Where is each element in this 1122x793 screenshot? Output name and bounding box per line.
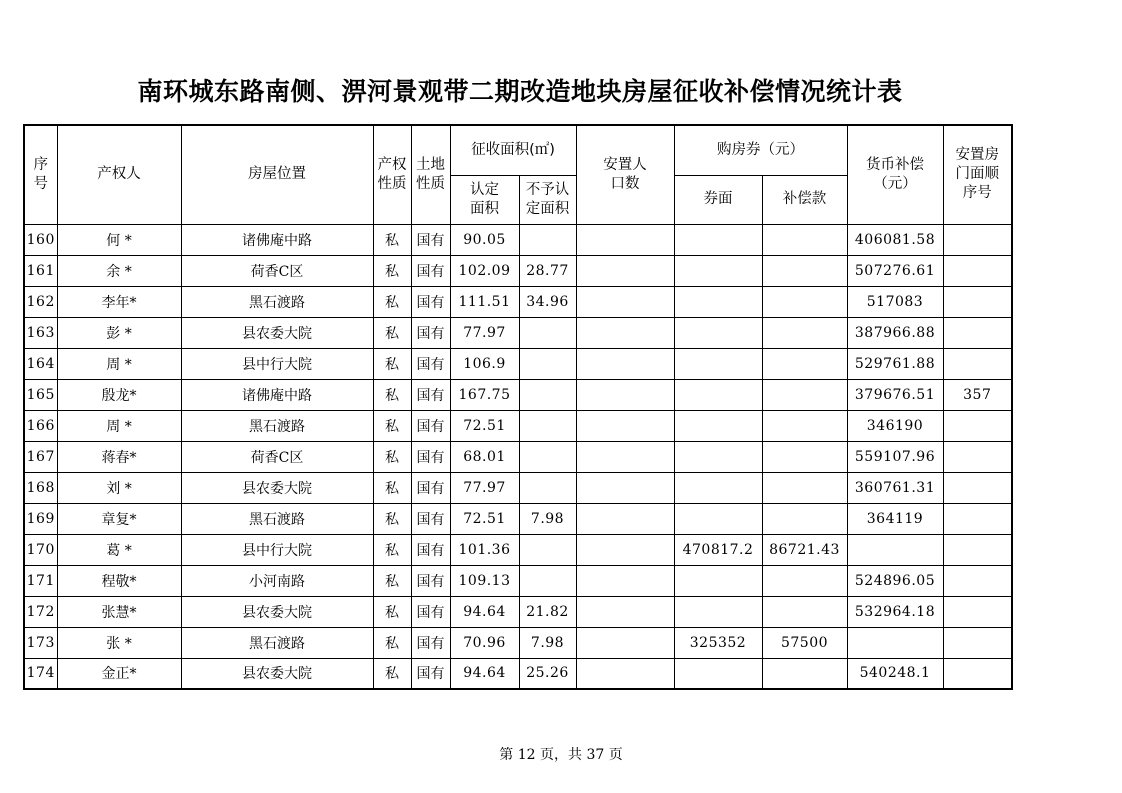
header-voucher-group: 购房券（元） [674, 125, 847, 175]
cell-seq: 167 [24, 441, 57, 472]
cell-seq: 169 [24, 503, 57, 534]
cell-area-unrecognized [519, 472, 576, 503]
cell-land-type: 国有 [411, 410, 450, 441]
cell-cash: 346190 [847, 410, 943, 441]
cell-voucher-face [674, 224, 762, 255]
cell-seq: 168 [24, 472, 57, 503]
cell-voucher-face [674, 596, 762, 627]
cell-cash: 540248.1 [847, 658, 943, 689]
cell-location: 诸佛庵中路 [181, 224, 373, 255]
header-land-type: 土地性质 [411, 125, 450, 224]
table-row [24, 317, 1012, 348]
cell-voucher-face [674, 410, 762, 441]
cell-seq: 171 [24, 565, 57, 596]
cell-cash: 559107.96 [847, 441, 943, 472]
table-row [24, 286, 1012, 317]
cell-land-type: 国有 [411, 286, 450, 317]
table-row [24, 255, 1012, 286]
cell-land-type: 国有 [411, 658, 450, 689]
cell-land-type: 国有 [411, 565, 450, 596]
cell-location: 县中行大院 [181, 534, 373, 565]
cell-shopfront-seq [943, 658, 1012, 689]
cell-property-type: 私 [373, 224, 411, 255]
cell-area-recognized: 94.64 [450, 596, 519, 627]
cell-voucher-comp [762, 379, 847, 410]
cell-voucher-comp [762, 658, 847, 689]
cell-area-unrecognized [519, 224, 576, 255]
header-area-recognized: 认定面积 [450, 175, 519, 224]
cell-land-type: 国有 [411, 441, 450, 472]
cell-owner: 周 * [57, 348, 181, 379]
table-body [24, 224, 1012, 689]
cell-location: 县中行大院 [181, 348, 373, 379]
cell-property-type: 私 [373, 379, 411, 410]
cell-voucher-face [674, 379, 762, 410]
cell-land-type: 国有 [411, 503, 450, 534]
cell-shopfront-seq [943, 255, 1012, 286]
cell-resettle-people [576, 379, 674, 410]
cell-voucher-comp [762, 410, 847, 441]
cell-land-type: 国有 [411, 348, 450, 379]
cell-resettle-people [576, 534, 674, 565]
table-row [24, 224, 1012, 255]
cell-shopfront-seq [943, 503, 1012, 534]
table-row [24, 441, 1012, 472]
cell-cash [847, 627, 943, 658]
cell-property-type: 私 [373, 317, 411, 348]
cell-owner: 程敬* [57, 565, 181, 596]
cell-seq: 162 [24, 286, 57, 317]
cell-land-type: 国有 [411, 224, 450, 255]
cell-property-type: 私 [373, 503, 411, 534]
cell-voucher-face [674, 286, 762, 317]
cell-seq: 174 [24, 658, 57, 689]
cell-shopfront-seq [943, 534, 1012, 565]
cell-area-unrecognized: 21.82 [519, 596, 576, 627]
cell-land-type: 国有 [411, 596, 450, 627]
cell-voucher-comp: 86721.43 [762, 534, 847, 565]
cell-shopfront-seq [943, 627, 1012, 658]
cell-area-unrecognized: 25.26 [519, 658, 576, 689]
cell-seq: 163 [24, 317, 57, 348]
cell-voucher-comp [762, 224, 847, 255]
table-row [24, 658, 1012, 689]
cell-property-type: 私 [373, 286, 411, 317]
cell-property-type: 私 [373, 472, 411, 503]
cell-cash: 406081.58 [847, 224, 943, 255]
cell-cash [847, 534, 943, 565]
cell-owner: 张 * [57, 627, 181, 658]
cell-resettle-people [576, 658, 674, 689]
cell-shopfront-seq: 357 [943, 379, 1012, 410]
cell-resettle-people [576, 410, 674, 441]
cell-location: 黑石渡路 [181, 627, 373, 658]
cell-owner: 金正* [57, 658, 181, 689]
header-area-group: 征收面积(㎡) [450, 125, 576, 175]
cell-area-recognized: 101.36 [450, 534, 519, 565]
cell-area-unrecognized [519, 317, 576, 348]
cell-area-recognized: 90.05 [450, 224, 519, 255]
cell-resettle-people [576, 596, 674, 627]
cell-area-unrecognized [519, 348, 576, 379]
cell-seq: 161 [24, 255, 57, 286]
cell-voucher-face [674, 441, 762, 472]
cell-seq: 165 [24, 379, 57, 410]
cell-cash: 379676.51 [847, 379, 943, 410]
cell-property-type: 私 [373, 410, 411, 441]
table-row [24, 534, 1012, 565]
cell-voucher-face [674, 255, 762, 286]
cell-owner: 张慧* [57, 596, 181, 627]
cell-voucher-face [674, 658, 762, 689]
cell-area-unrecognized: 34.96 [519, 286, 576, 317]
cell-property-type: 私 [373, 348, 411, 379]
cell-area-unrecognized: 28.77 [519, 255, 576, 286]
cell-land-type: 国有 [411, 472, 450, 503]
cell-location: 诸佛庵中路 [181, 379, 373, 410]
cell-location: 黑石渡路 [181, 503, 373, 534]
cell-cash: 387966.88 [847, 317, 943, 348]
cell-property-type: 私 [373, 534, 411, 565]
cell-land-type: 国有 [411, 379, 450, 410]
page-footer: 第 12 页，共 37 页 [499, 747, 623, 763]
header-cash: 货币补偿（元） [847, 125, 943, 224]
cell-cash: 360761.31 [847, 472, 943, 503]
cell-area-unrecognized [519, 410, 576, 441]
cell-location: 黑石渡路 [181, 286, 373, 317]
cell-area-recognized: 77.97 [450, 317, 519, 348]
cell-shopfront-seq [943, 410, 1012, 441]
cell-area-recognized: 70.96 [450, 627, 519, 658]
cell-resettle-people [576, 441, 674, 472]
cell-owner: 何 * [57, 224, 181, 255]
cell-area-recognized: 68.01 [450, 441, 519, 472]
cell-area-recognized: 167.75 [450, 379, 519, 410]
cell-land-type: 国有 [411, 627, 450, 658]
cell-area-unrecognized [519, 441, 576, 472]
cell-resettle-people [576, 255, 674, 286]
cell-resettle-people [576, 224, 674, 255]
header-owner: 产权人 [57, 125, 181, 224]
cell-area-recognized: 102.09 [450, 255, 519, 286]
cell-owner: 章复* [57, 503, 181, 534]
cell-location: 荷香C区 [181, 441, 373, 472]
cell-property-type: 私 [373, 627, 411, 658]
table-row [24, 503, 1012, 534]
cell-voucher-face [674, 472, 762, 503]
cell-property-type: 私 [373, 596, 411, 627]
cell-cash: 532964.18 [847, 596, 943, 627]
cell-location: 县农委大院 [181, 596, 373, 627]
cell-shopfront-seq [943, 348, 1012, 379]
header-voucher-face: 券面 [674, 175, 762, 224]
cell-voucher-comp [762, 596, 847, 627]
cell-voucher-comp [762, 255, 847, 286]
header-area-unrecognized: 不予认定面积 [519, 175, 576, 224]
table-row [24, 596, 1012, 627]
cell-location: 县农委大院 [181, 472, 373, 503]
table-row [24, 627, 1012, 658]
cell-resettle-people [576, 317, 674, 348]
cell-property-type: 私 [373, 255, 411, 286]
cell-property-type: 私 [373, 441, 411, 472]
page-title: 南环城东路南侧、淠河景观带二期改造地块房屋征收补偿情况统计表 [137, 77, 903, 106]
cell-area-recognized: 72.51 [450, 410, 519, 441]
header-resettle-people: 安置人口数 [576, 125, 674, 224]
cell-resettle-people [576, 627, 674, 658]
table-row [24, 410, 1012, 441]
cell-cash: 507276.61 [847, 255, 943, 286]
cell-owner: 殷龙* [57, 379, 181, 410]
cell-area-recognized: 111.51 [450, 286, 519, 317]
cell-shopfront-seq [943, 565, 1012, 596]
cell-voucher-face [674, 348, 762, 379]
cell-voucher-comp [762, 286, 847, 317]
cell-voucher-comp [762, 317, 847, 348]
cell-seq: 160 [24, 224, 57, 255]
cell-shopfront-seq [943, 286, 1012, 317]
cell-seq: 164 [24, 348, 57, 379]
cell-voucher-face [674, 317, 762, 348]
cell-area-recognized: 109.13 [450, 565, 519, 596]
cell-area-recognized: 77.97 [450, 472, 519, 503]
cell-area-unrecognized: 7.98 [519, 627, 576, 658]
cell-voucher-comp [762, 565, 847, 596]
cell-resettle-people [576, 503, 674, 534]
cell-location: 县农委大院 [181, 317, 373, 348]
cell-shopfront-seq [943, 596, 1012, 627]
cell-owner: 葛 * [57, 534, 181, 565]
compensation-table [23, 124, 1013, 690]
cell-voucher-comp [762, 441, 847, 472]
cell-property-type: 私 [373, 565, 411, 596]
cell-resettle-people [576, 286, 674, 317]
cell-voucher-face [674, 565, 762, 596]
cell-owner: 彭 * [57, 317, 181, 348]
cell-voucher-comp: 57500 [762, 627, 847, 658]
cell-land-type: 国有 [411, 534, 450, 565]
cell-location: 黑石渡路 [181, 410, 373, 441]
header-location: 房屋位置 [181, 125, 373, 224]
cell-owner: 蒋春* [57, 441, 181, 472]
table-row [24, 379, 1012, 410]
cell-shopfront-seq [943, 472, 1012, 503]
header-voucher-comp: 补偿款 [762, 175, 847, 224]
cell-resettle-people [576, 565, 674, 596]
header-seq: 序号 [24, 125, 57, 224]
cell-voucher-comp [762, 348, 847, 379]
cell-voucher-comp [762, 472, 847, 503]
cell-shopfront-seq [943, 441, 1012, 472]
cell-area-unrecognized [519, 534, 576, 565]
cell-shopfront-seq [943, 317, 1012, 348]
cell-area-recognized: 94.64 [450, 658, 519, 689]
header-shopfront-seq: 安置房门面顺序号 [943, 125, 1012, 224]
cell-cash: 529761.88 [847, 348, 943, 379]
cell-voucher-face: 325352 [674, 627, 762, 658]
cell-owner: 李年* [57, 286, 181, 317]
cell-area-unrecognized [519, 565, 576, 596]
cell-owner: 周 * [57, 410, 181, 441]
header-property-type: 产权性质 [373, 125, 411, 224]
cell-land-type: 国有 [411, 317, 450, 348]
cell-voucher-face [674, 503, 762, 534]
cell-seq: 173 [24, 627, 57, 658]
cell-resettle-people [576, 472, 674, 503]
cell-voucher-face: 470817.2 [674, 534, 762, 565]
cell-property-type: 私 [373, 658, 411, 689]
cell-owner: 余 * [57, 255, 181, 286]
cell-owner: 刘 * [57, 472, 181, 503]
cell-cash: 517083 [847, 286, 943, 317]
table-row [24, 565, 1012, 596]
cell-cash: 364119 [847, 503, 943, 534]
cell-location: 荷香C区 [181, 255, 373, 286]
cell-cash: 524896.05 [847, 565, 943, 596]
cell-seq: 170 [24, 534, 57, 565]
cell-land-type: 国有 [411, 255, 450, 286]
cell-area-recognized: 72.51 [450, 503, 519, 534]
cell-resettle-people [576, 348, 674, 379]
table-row [24, 472, 1012, 503]
cell-seq: 166 [24, 410, 57, 441]
cell-voucher-comp [762, 503, 847, 534]
cell-area-recognized: 106.9 [450, 348, 519, 379]
table-header [24, 125, 1012, 224]
cell-area-unrecognized: 7.98 [519, 503, 576, 534]
cell-seq: 172 [24, 596, 57, 627]
cell-location: 县农委大院 [181, 658, 373, 689]
cell-location: 小河南路 [181, 565, 373, 596]
table-row [24, 348, 1012, 379]
cell-shopfront-seq [943, 224, 1012, 255]
cell-area-unrecognized [519, 379, 576, 410]
